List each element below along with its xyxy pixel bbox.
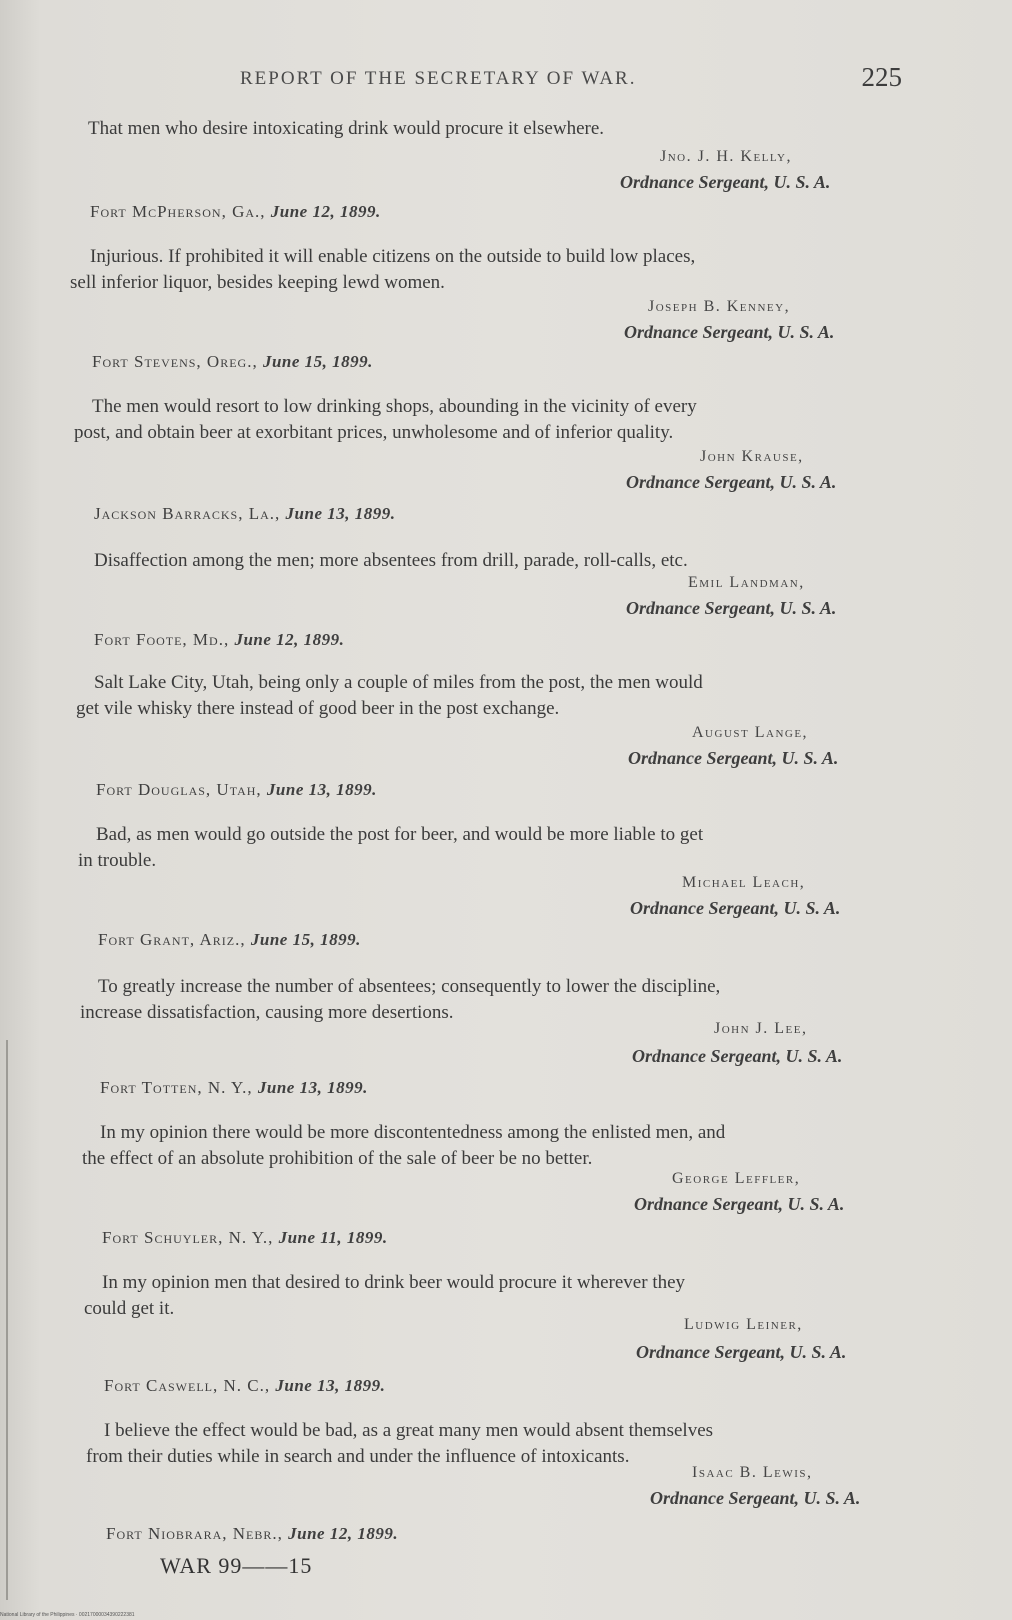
entry-text-line: The men would resort to low drinking shops, abounding in the vicinity of every <box>92 396 697 417</box>
entry-title: Ordnance Sergeant, U. S. A. <box>650 1488 861 1508</box>
entry-text-line: Injurious. If prohibited it will enable citizens on the outside to build low places, <box>90 246 696 267</box>
location-place: Fort Stevens, Oreg., <box>92 352 258 371</box>
location-date: June 13, 1899. <box>257 1078 368 1097</box>
location-place: Fort Douglas, Utah, <box>96 780 262 799</box>
entry-title: Ordnance Sergeant, U. S. A. <box>620 172 831 192</box>
entry-text-line: I believe the effect would be bad, as a great many men would absent themselves <box>104 1420 714 1441</box>
location-place: Jackson Barracks, La., <box>94 504 281 523</box>
entry-signer: Ludwig Leiner, <box>684 1316 803 1333</box>
location-place: Fort Niobrara, Nebr., <box>106 1524 283 1543</box>
entry-signer: Jno. J. H. Kelly, <box>660 148 792 165</box>
location-date: June 13, 1899. <box>285 504 396 523</box>
entry-signer: August Lange, <box>692 724 809 741</box>
entry-location <box>90 202 381 222</box>
entry-title: Ordnance Sergeant, U. S. A. <box>626 472 837 492</box>
entry-text-line: In my opinion there would be more discontentedness among the enlisted men, and <box>100 1122 726 1143</box>
location-date: June 15, 1899. <box>250 930 361 949</box>
location-date: June 12, 1899. <box>234 630 345 649</box>
location-place: Fort Caswell, N. C., <box>104 1376 271 1395</box>
binding-edge <box>6 1040 8 1600</box>
entry-signer: Emil Landman, <box>688 574 805 591</box>
entry-text-line: Salt Lake City, Utah, being only a couple of miles from the post, the men would <box>94 672 703 693</box>
entry-text-line: increase dissatisfaction, causing more desertions. <box>80 1002 454 1023</box>
entry-text-line: get vile whisky there instead of good beer in the post exchange. <box>76 698 560 719</box>
running-head: REPORT OF THE SECRETARY OF WAR. <box>240 68 637 89</box>
entry-title: Ordnance Sergeant, U. S. A. <box>636 1342 847 1362</box>
location-date: June 11, 1899. <box>278 1228 388 1247</box>
location-date: June 13, 1899. <box>275 1376 386 1395</box>
entry-signer: George Leffler, <box>672 1170 801 1187</box>
entry-location <box>104 1376 385 1396</box>
entry-text-line: sell inferior liquor, besides keeping lewd women. <box>70 272 445 293</box>
entry-text-line: from their duties while in search and under the influence of intoxicants. <box>86 1446 630 1467</box>
entry-text-line: In my opinion men that desired to drink beer would procure it wherever they <box>102 1272 686 1293</box>
location-date: June 13, 1899. <box>266 780 377 799</box>
location-place: Fort McPherson, Ga., <box>90 202 266 221</box>
page-number: 225 <box>861 62 902 92</box>
location-place: Fort Totten, N. Y., <box>100 1078 253 1097</box>
entry-title: Ordnance Sergeant, U. S. A. <box>624 322 835 342</box>
entry-signer: Isaac B. Lewis, <box>692 1464 813 1481</box>
location-date: June 12, 1899. <box>270 202 381 221</box>
entry-signer: John J. Lee, <box>714 1020 808 1037</box>
location-place: Fort Grant, Ariz., <box>98 930 246 949</box>
entry-text-line: post, and obtain beer at exorbitant prices, unwholesome and of inferior quality. <box>74 422 674 443</box>
entry-title: Ordnance Sergeant, U. S. A. <box>630 898 841 918</box>
entry-location <box>100 1078 368 1098</box>
entry-text-line: could get it. <box>84 1298 175 1319</box>
location-date: June 15, 1899. <box>262 352 373 371</box>
entry-title: Ordnance Sergeant, U. S. A. <box>632 1046 843 1066</box>
entry-text-line: That men who desire intoxicating drink would procure it elsewhere. <box>88 118 605 139</box>
entry-text-line: Disaffection among the men; more absentees from drill, parade, roll-calls, etc. <box>94 550 688 571</box>
entry-title: Ordnance Sergeant, U. S. A. <box>628 748 839 768</box>
entry-location <box>96 780 377 800</box>
location-place: Fort Schuyler, N. Y., <box>102 1228 274 1247</box>
entry-text-line: the effect of an absolute prohibition of the sale of beer be no better. <box>82 1148 593 1169</box>
entry-text-line: To greatly increase the number of absentees; consequently to lower the discipline, <box>98 976 721 997</box>
entry-signer: Joseph B. Kenney, <box>648 298 791 315</box>
entry-location <box>92 352 373 372</box>
scan-credit: National Library of the Philippines · 00217000034390222381 <box>0 1612 135 1618</box>
entry-title: Ordnance Sergeant, U. S. A. <box>634 1194 845 1214</box>
entry-location <box>98 930 361 950</box>
entry-text-line: Bad, as men would go outside the post for beer, and would be more liable to get <box>96 824 704 845</box>
location-date: June 12, 1899. <box>288 1524 399 1543</box>
entry-signer: John Krause, <box>700 448 804 465</box>
page-header <box>240 62 910 96</box>
entry-text-line: in trouble. <box>78 850 157 871</box>
printer-signature-mark: WAR 99——15 <box>160 1553 313 1578</box>
entry-location <box>102 1228 388 1248</box>
entry-location <box>94 630 344 650</box>
entry-title: Ordnance Sergeant, U. S. A. <box>626 598 837 618</box>
entry-location <box>94 504 396 524</box>
entry-signer: Michael Leach, <box>682 874 806 891</box>
closing-location <box>106 1524 398 1544</box>
location-place: Fort Foote, Md., <box>94 630 230 649</box>
